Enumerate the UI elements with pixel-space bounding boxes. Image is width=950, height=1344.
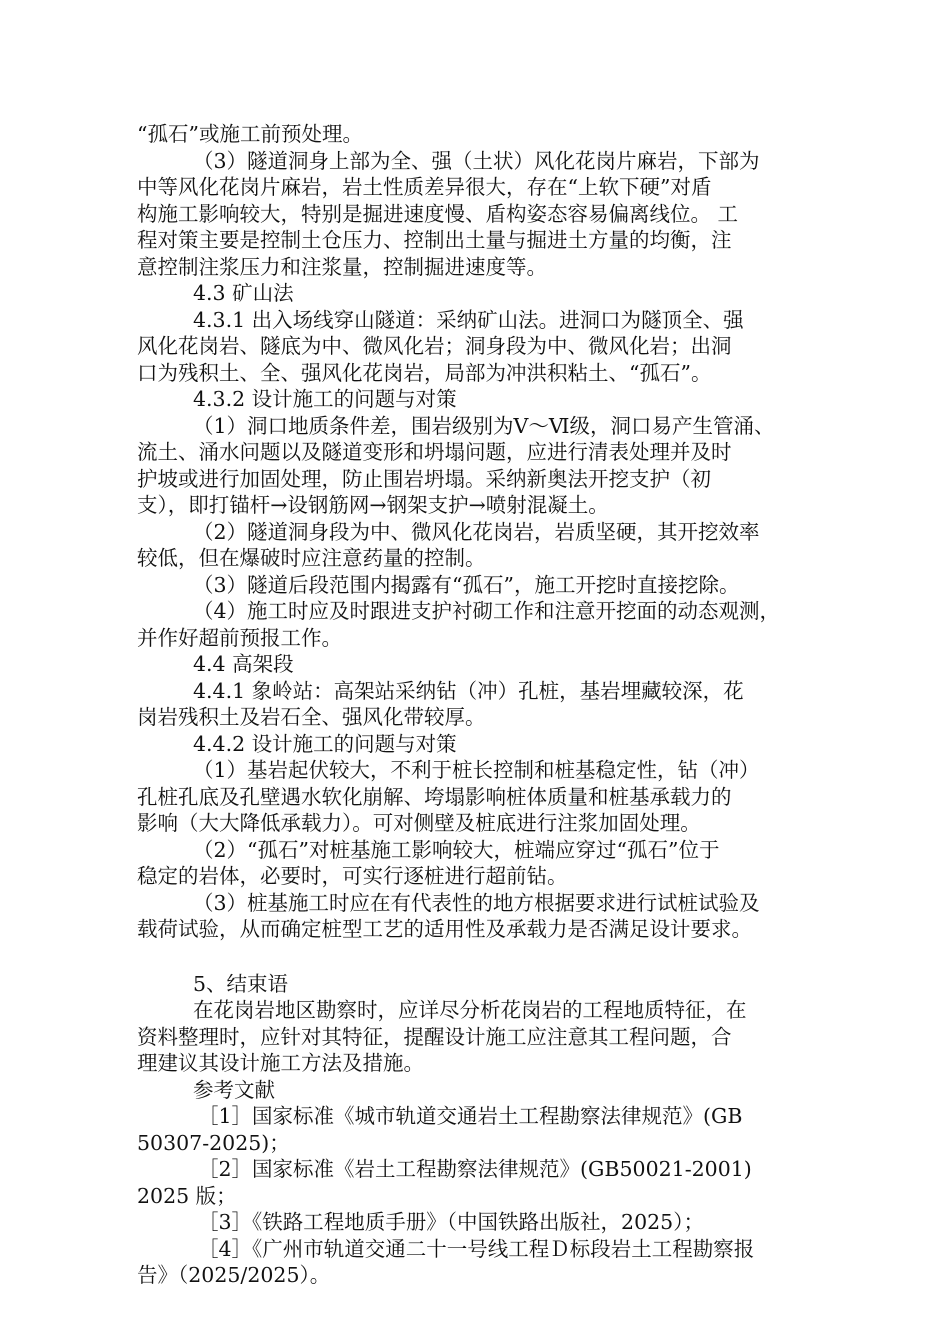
text-line: 在花岗岩地区勘察时，应详尽分析花岗岩的工程地质特征，在 [193,998,747,1022]
text-line: （3）隧道洞身上部为全、强（土状）风化花岗片麻岩，下部为 [193,148,760,173]
paragraph-gap [137,943,837,971]
text-line: （2）“孤石”对桩基施工影响较大，桩端应穿过“孤石”位于 [193,837,720,862]
text-line: “孤石”或施工前预处理。 [137,122,363,146]
subsection-heading: 4.4.2 设计施工的问题与对策 [193,731,457,756]
text-line: （3）隧道后段范围内揭露有“孤石”，施工开挖时直接挖除。 [193,572,740,597]
text-line: 4.3.1 出入场线穿山隧道：采纳矿山法。进洞口为隧顶全、强 [193,307,744,332]
text-line: 意控制注浆压力和注浆量，控制掘进速度等。 [137,254,547,279]
reference-item: 50307-2025)； [137,1130,290,1155]
subsection-heading: 4.3.2 设计施工的问题与对策 [193,387,457,411]
text-line: （2）隧道洞身段为中、微风化花岗岩，岩质坚硬，其开挖效率 [193,519,760,544]
reference-item: ［3］《铁路工程地质手册》（中国铁路出版社，2025）； [198,1210,704,1234]
text-line: 稳定的岩体，必要时，可实行逐桩进行超前钻。 [137,864,568,888]
text-line: 护坡或进行加固处理，防止围岩坍塌。采纳新奥法开挖支护（初 [137,466,711,491]
text-line: 理建议其设计施工方法及措施。 [137,1051,424,1075]
text-line: 影响（大大降低承载力）。可对侧壁及桩底进行注浆加固处理。 [137,811,701,835]
text-line: （1）洞口地质条件差，围岩级别为Ⅴ～Ⅵ级，洞口易产生管涌、 [193,413,775,438]
section-heading: 4.4 高架段 [193,652,294,676]
reference-item: ［4］《广州市轨道交通二十一号线工程Ｄ标段岩土工程勘察报 [198,1236,755,1261]
text-line: 中等风化花岗片麻岩，岩土性质差异很大，存在“上软下硬”对盾 [137,175,712,199]
text-line: （4）施工时应及时跟进支护衬砌工作和注意开挖面的动态观测， [193,599,781,623]
text-line: 风化花岗岩、隧底为中、微风化岩；洞身段为中、微风化岩；出洞 [137,334,732,358]
text-line: 岗岩残积土及岩石全、强风化带较厚。 [137,705,486,729]
reference-item: 告》（2025/2025）。 [137,1263,331,1287]
text-line: 资料整理时，应针对其特征，提醒设计施工应注意其工程问题，合 [137,1024,732,1049]
text-line: 构施工影响较大，特别是掘进速度慢、盾构姿态容易偏离线位。 工 [137,201,739,226]
reference-item: ［2］国家标准《岩土工程勘察法律规范》(GB50021-2001) [198,1157,752,1181]
text-line: 口为残积土、全、强风化花岗岩，局部为冲洪积粘土、“孤石”。 [137,360,712,385]
text-line: （3）桩基施工时应在有代表性的地方根据要求进行试桩试验及 [193,890,760,915]
section-heading: 4.3 矿山法 [193,281,294,305]
text-line: 4.4.1 象岭站：高架站采纳钻（冲）孔桩，基岩埋藏较深，花 [193,678,744,703]
text-line: 载荷试验，从而确定桩型工艺的适用性及承载力是否满足设计要求。 [137,917,752,941]
document-body [137,121,837,1289]
text-line: 并作好超前预报工作。 [137,625,342,650]
references-heading: 参考文献 [193,1077,275,1102]
text-line: 支），即打锚杆→设钢筋网→钢架支护→喷射混凝土。 [137,493,609,517]
text-line: 流土、涌水问题以及隧道变形和坍塌问题，应进行清表处理并及时 [137,440,732,464]
reference-item: 2025 版； [137,1183,237,1208]
text-line: 程对策主要是控制土仓压力、控制出土量与掘进土方量的均衡，注 [137,228,732,252]
text-line: 较低，但在爆破时应注意药量的控制。 [137,546,486,570]
section-heading: 5、结束语 [193,971,289,996]
reference-item: ［1］国家标准《城市轨道交通岩土工程勘察法律规范》(GB [198,1104,743,1128]
text-line: （1）基岩起伏较大，不利于桩长控制和桩基稳定性，钻（冲） [193,758,760,782]
text-line: 孔桩孔底及孔壁遇水软化崩解、垮塌影响桩体质量和桩基承载力的 [137,784,732,809]
